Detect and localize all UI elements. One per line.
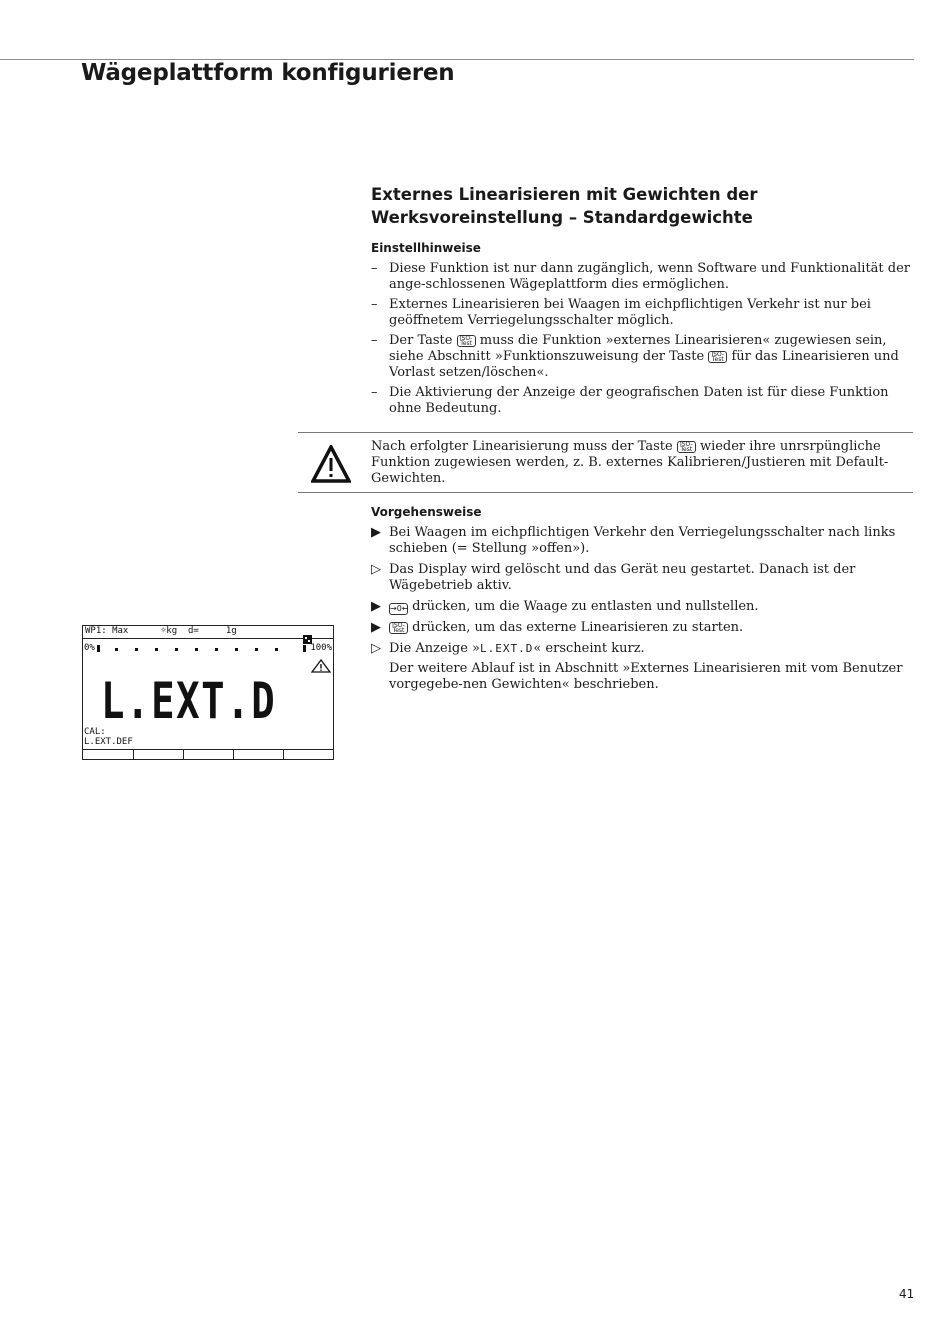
- softkey-separator: [283, 750, 284, 760]
- softkey-separator: [183, 750, 184, 760]
- step-note: Der weitere Ablauf ist in Abschnitt »Externes Linearisieren mit vom Benutzer vorgegebe-nen Gewichten« beschrieben.: [389, 661, 903, 692]
- dash-marker: –: [371, 261, 378, 276]
- bargraph-max-label: 100%: [310, 643, 332, 653]
- procedure-heading: Vorgehensweise: [371, 505, 482, 519]
- softkey-separator: [233, 750, 234, 760]
- softkey-divider: [83, 749, 333, 750]
- page-title: Wägeplattform konfigurieren: [81, 60, 455, 86]
- softkey-separator: [133, 750, 134, 760]
- iso-test-key-icon: ISO- Test: [457, 335, 476, 347]
- dash-marker: –: [371, 297, 378, 312]
- display-code: L.EXT.D: [479, 642, 534, 655]
- iso-test-key-icon: ISO- Test: [389, 622, 408, 634]
- iso-test-key-icon: ISO- Test: [677, 441, 696, 453]
- zero-key-icon: →0←: [390, 604, 409, 613]
- result-arrow-icon: ▷: [371, 562, 381, 577]
- display-status-line: WP1: Max ☼kg d= 1g: [85, 626, 237, 636]
- settings-item-2: Externes Linearisieren bei Waagen im eichpflichtigen Verkehr ist nur bei geöffnetem Verriegelungsschalter möglich.: [389, 297, 871, 328]
- list-item: [371, 333, 913, 381]
- dash-marker: –: [371, 385, 378, 400]
- dash-marker: –: [371, 333, 378, 348]
- settings-item-3b: muss die Funktion »externes Linearisieren« zugewiesen sein, siehe Abschnitt »Funktionszuweisung der Taste: [389, 333, 887, 364]
- result-arrow-icon: ▷: [371, 641, 381, 656]
- settings-item-4: Die Aktivierung der Anzeige der geografischen Daten ist für diese Funktion ohne Bedeutung.: [389, 385, 889, 416]
- display-divider: [83, 638, 333, 639]
- step-result: ▷ Die Anzeige »L.EXT.D« erscheint kurz.: [371, 641, 645, 656]
- scale-display: [82, 625, 334, 760]
- warning-triangle-icon: [311, 445, 351, 483]
- action-arrow-icon: ▶: [371, 620, 381, 635]
- display-main-value: L.EXT.D: [101, 672, 277, 730]
- step-action: ▶ →0← drücken, um die Waage zu entlasten und nullstellen.: [371, 599, 759, 614]
- settings-item-1: Diese Funktion ist nur dann zugänglich, wenn Software und Funktionalität der ange-schlossenen Wägeplattform dies ermöglichen.: [389, 261, 911, 292]
- step-action: ▶ Bei Waagen im eichpflichtigen Verkehr den Verriegelungsschalter nach links schieben (= Stellung »offen»).: [371, 525, 896, 556]
- bargraph-min-label: 0%: [84, 643, 95, 653]
- page-number: 41: [899, 1287, 915, 1301]
- step-action: ▶ ISO- Test drücken, um das externe Linearisieren zu starten.: [371, 620, 744, 635]
- list-item: [371, 297, 913, 329]
- bargraph-ticks: [97, 645, 307, 655]
- settings-item-3a: Der Taste: [389, 333, 453, 348]
- step-result: ▷ Das Display wird gelöscht und das Gerät neu gestartet. Danach ist der Wägebetrieb aktiv.: [371, 562, 856, 593]
- display-cal: CAL: L.EXT.DEF: [84, 727, 133, 747]
- section-heading: Externes Linearisieren mit Gewichten der Werksvoreinstellung – Standardgewichte: [371, 185, 758, 227]
- list-item: [371, 385, 913, 417]
- settings-heading: Einstellhinweise: [371, 241, 481, 255]
- action-arrow-icon: ▶: [371, 525, 381, 540]
- warning-small-icon: [311, 659, 331, 673]
- settings-list: [371, 261, 913, 421]
- warning-top-rule: [298, 432, 913, 433]
- procedure-list: [371, 525, 913, 698]
- iso-test-key-icon: ISO- Test: [708, 351, 727, 363]
- warning-bottom-rule: [298, 492, 913, 493]
- action-arrow-icon: ▶: [371, 599, 381, 614]
- warning-text: Nach erfolgter Linearisierung muss der Taste ISO- Test wieder ihre unrsrpüngliche Funktion zugewiesen werden, z. B. externes Kalibrieren/Justieren mit Default-Gewichten.: [371, 439, 889, 486]
- settings-item-3c: für das Linearisieren und Vorlast setzen/löschen«.: [389, 349, 899, 380]
- list-item: [371, 261, 913, 293]
